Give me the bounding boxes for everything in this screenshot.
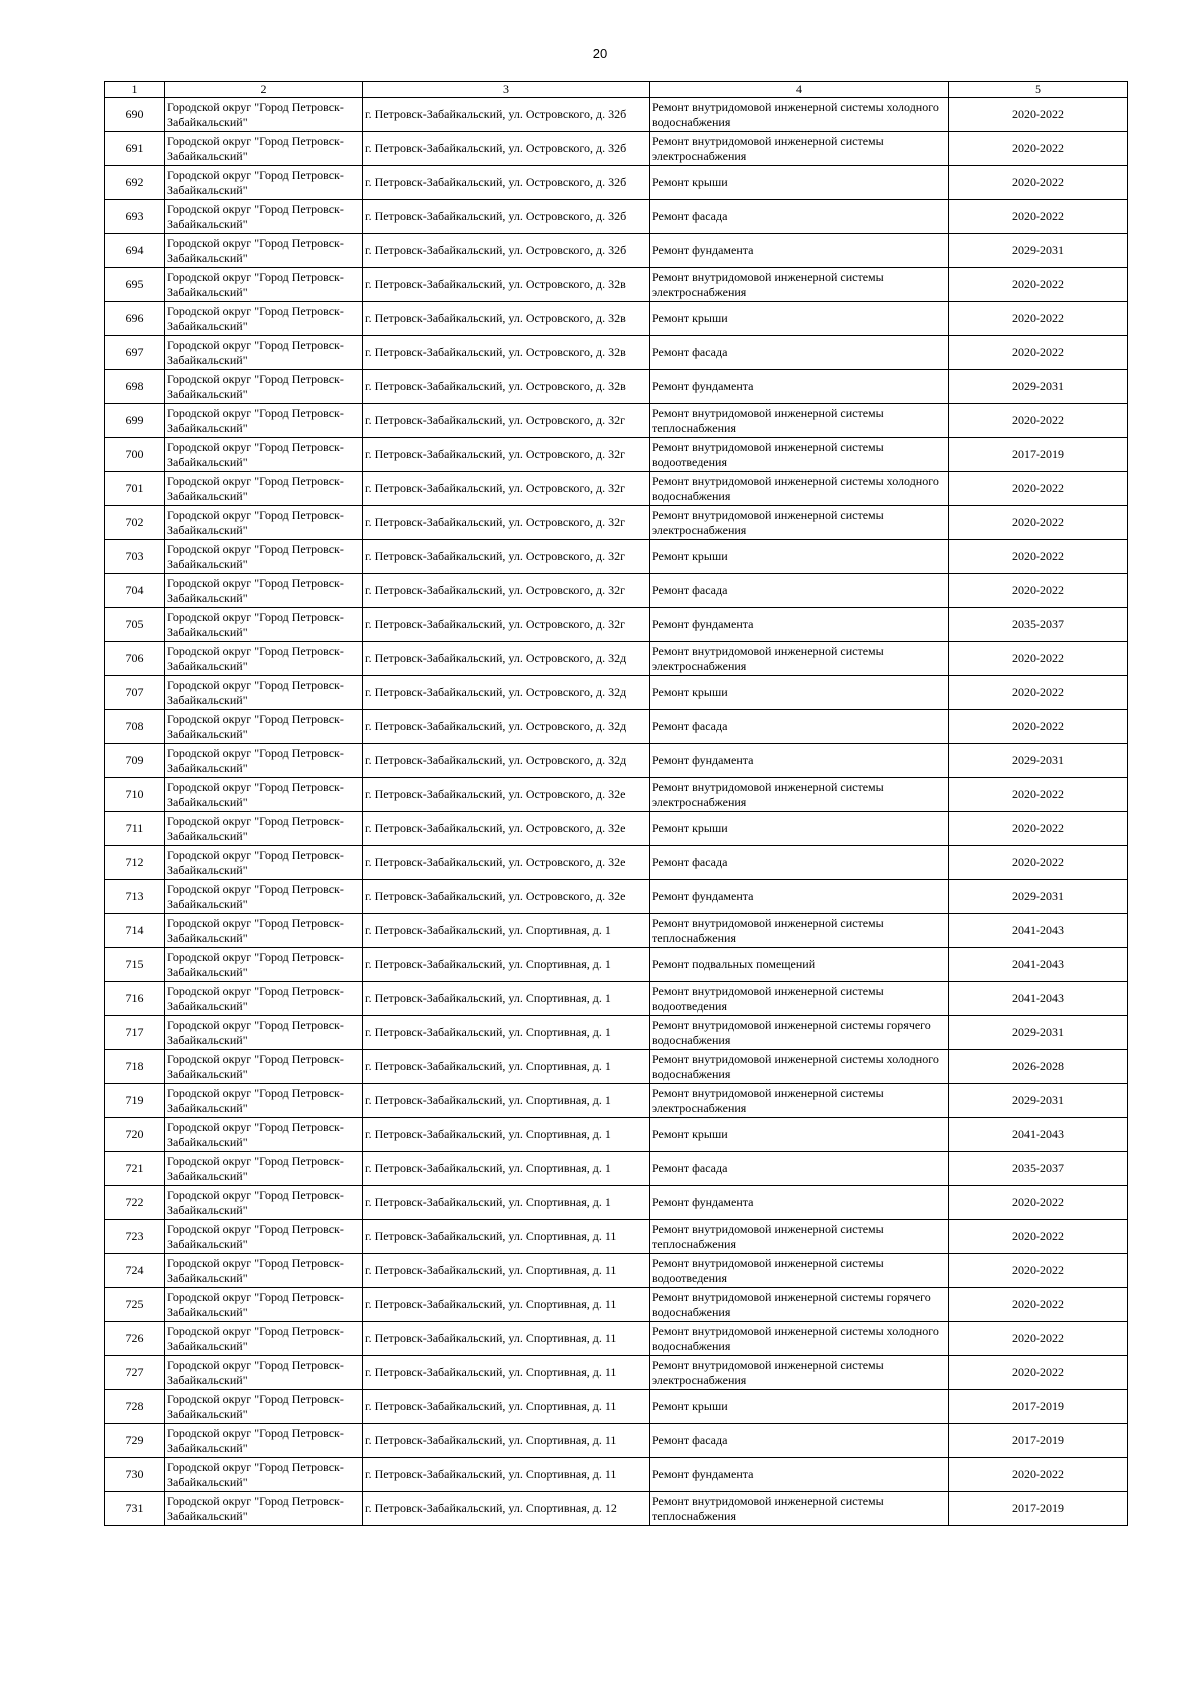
period-cell: 2017-2019 [949, 1390, 1128, 1424]
row-number: 701 [105, 472, 165, 506]
municipality-cell: Городской округ "Город Петровск-Забайкальский" [165, 336, 363, 370]
register-table [104, 81, 1128, 1526]
address-cell: г. Петровск-Забайкальский, ул. Спортивная, д. 11 [363, 1288, 650, 1322]
municipality-cell: Городской округ "Город Петровск-Забайкальский" [165, 472, 363, 506]
period-cell: 2020-2022 [949, 1254, 1128, 1288]
row-number: 723 [105, 1220, 165, 1254]
table-row [105, 880, 1128, 914]
work-type-cell: Ремонт фундамента [650, 744, 949, 778]
period-cell: 2020-2022 [949, 676, 1128, 710]
table-row [105, 642, 1128, 676]
table-row [105, 472, 1128, 506]
table-row [105, 1356, 1128, 1390]
work-type-cell: Ремонт внутридомовой инженерной системы электроснабжения [650, 642, 949, 676]
table-row [105, 200, 1128, 234]
address-cell: г. Петровск-Забайкальский, ул. Островского, д. 32б [363, 132, 650, 166]
work-type-cell: Ремонт внутридомовой инженерной системы теплоснабжения [650, 1220, 949, 1254]
table-row [105, 846, 1128, 880]
work-type-cell: Ремонт внутридомовой инженерной системы холодного водоснабжения [650, 98, 949, 132]
work-type-cell: Ремонт фундамента [650, 234, 949, 268]
work-type-cell: Ремонт внутридомовой инженерной системы электроснабжения [650, 1084, 949, 1118]
row-number: 694 [105, 234, 165, 268]
municipality-cell: Городской округ "Город Петровск-Забайкальский" [165, 710, 363, 744]
work-type-cell: Ремонт фасада [650, 200, 949, 234]
address-cell: г. Петровск-Забайкальский, ул. Спортивная, д. 11 [363, 1390, 650, 1424]
address-cell: г. Петровск-Забайкальский, ул. Островского, д. 32г [363, 608, 650, 642]
work-type-cell: Ремонт внутридомовой инженерной системы водоотведения [650, 1254, 949, 1288]
municipality-cell: Городской округ "Город Петровск-Забайкальский" [165, 914, 363, 948]
work-type-cell: Ремонт внутридомовой инженерной системы холодного водоснабжения [650, 472, 949, 506]
table-row [105, 302, 1128, 336]
table-row [105, 540, 1128, 574]
municipality-cell: Городской округ "Город Петровск-Забайкальский" [165, 608, 363, 642]
work-type-cell: Ремонт внутридомовой инженерной системы холодного водоснабжения [650, 1322, 949, 1356]
period-cell: 2020-2022 [949, 98, 1128, 132]
address-cell: г. Петровск-Забайкальский, ул. Островского, д. 32в [363, 370, 650, 404]
row-number: 730 [105, 1458, 165, 1492]
municipality-cell: Городской округ "Город Петровск-Забайкальский" [165, 166, 363, 200]
row-number: 702 [105, 506, 165, 540]
work-type-cell: Ремонт крыши [650, 302, 949, 336]
work-type-cell: Ремонт фундамента [650, 1186, 949, 1220]
address-cell: г. Петровск-Забайкальский, ул. Спортивная, д. 1 [363, 1016, 650, 1050]
work-type-cell: Ремонт крыши [650, 540, 949, 574]
row-number: 729 [105, 1424, 165, 1458]
row-number: 712 [105, 846, 165, 880]
row-number: 714 [105, 914, 165, 948]
municipality-cell: Городской округ "Город Петровск-Забайкальский" [165, 812, 363, 846]
table-row [105, 1016, 1128, 1050]
municipality-cell: Городской округ "Город Петровск-Забайкальский" [165, 540, 363, 574]
period-cell: 2029-2031 [949, 880, 1128, 914]
municipality-cell: Городской округ "Город Петровск-Забайкальский" [165, 846, 363, 880]
period-cell: 2041-2043 [949, 982, 1128, 1016]
work-type-cell: Ремонт фасада [650, 1424, 949, 1458]
address-cell: г. Петровск-Забайкальский, ул. Островского, д. 32г [363, 506, 650, 540]
address-cell: г. Петровск-Забайкальский, ул. Островского, д. 32в [363, 302, 650, 336]
work-type-cell: Ремонт фундамента [650, 880, 949, 914]
municipality-cell: Городской округ "Город Петровск-Забайкальский" [165, 1458, 363, 1492]
address-cell: г. Петровск-Забайкальский, ул. Островского, д. 32д [363, 642, 650, 676]
period-cell: 2020-2022 [949, 1356, 1128, 1390]
work-type-cell: Ремонт крыши [650, 676, 949, 710]
work-type-cell: Ремонт фундамента [650, 608, 949, 642]
period-cell: 2026-2028 [949, 1050, 1128, 1084]
table-row [105, 914, 1128, 948]
period-cell: 2029-2031 [949, 234, 1128, 268]
period-cell: 2020-2022 [949, 846, 1128, 880]
row-number: 718 [105, 1050, 165, 1084]
period-cell: 2020-2022 [949, 1322, 1128, 1356]
municipality-cell: Городской округ "Город Петровск-Забайкальский" [165, 574, 363, 608]
municipality-cell: Городской округ "Город Петровск-Забайкальский" [165, 1424, 363, 1458]
address-cell: г. Петровск-Забайкальский, ул. Спортивная, д. 11 [363, 1220, 650, 1254]
address-cell: г. Петровск-Забайкальский, ул. Островского, д. 32б [363, 98, 650, 132]
municipality-cell: Городской округ "Город Петровск-Забайкальский" [165, 1322, 363, 1356]
municipality-cell: Городской округ "Город Петровск-Забайкальский" [165, 676, 363, 710]
municipality-cell: Городской округ "Город Петровск-Забайкальский" [165, 982, 363, 1016]
address-cell: г. Петровск-Забайкальский, ул. Островского, д. 32е [363, 812, 650, 846]
municipality-cell: Городской округ "Город Петровск-Забайкальский" [165, 1390, 363, 1424]
row-number: 728 [105, 1390, 165, 1424]
period-cell: 2017-2019 [949, 1492, 1128, 1526]
period-cell: 2020-2022 [949, 710, 1128, 744]
row-number: 699 [105, 404, 165, 438]
period-cell: 2020-2022 [949, 200, 1128, 234]
municipality-cell: Городской округ "Город Петровск-Забайкальский" [165, 370, 363, 404]
municipality-cell: Городской округ "Город Петровск-Забайкальский" [165, 268, 363, 302]
row-number: 691 [105, 132, 165, 166]
address-cell: г. Петровск-Забайкальский, ул. Островского, д. 32д [363, 710, 650, 744]
municipality-cell: Городской округ "Город Петровск-Забайкальский" [165, 132, 363, 166]
table-row [105, 1118, 1128, 1152]
work-type-cell: Ремонт фундамента [650, 1458, 949, 1492]
row-number: 697 [105, 336, 165, 370]
address-cell: г. Петровск-Забайкальский, ул. Островского, д. 32б [363, 200, 650, 234]
table-row [105, 608, 1128, 642]
table-row [105, 676, 1128, 710]
address-cell: г. Петровск-Забайкальский, ул. Спортивная, д. 1 [363, 982, 650, 1016]
period-cell: 2020-2022 [949, 574, 1128, 608]
municipality-cell: Городской округ "Город Петровск-Забайкальский" [165, 778, 363, 812]
period-cell: 2020-2022 [949, 1220, 1128, 1254]
address-cell: г. Петровск-Забайкальский, ул. Островского, д. 32е [363, 778, 650, 812]
municipality-cell: Городской округ "Город Петровск-Забайкальский" [165, 200, 363, 234]
address-cell: г. Петровск-Забайкальский, ул. Спортивная, д. 1 [363, 914, 650, 948]
table-row [105, 1186, 1128, 1220]
row-number: 720 [105, 1118, 165, 1152]
municipality-cell: Городской округ "Город Петровск-Забайкальский" [165, 1084, 363, 1118]
work-type-cell: Ремонт внутридомовой инженерной системы горячего водоснабжения [650, 1016, 949, 1050]
period-cell: 2029-2031 [949, 744, 1128, 778]
municipality-cell: Городской округ "Город Петровск-Забайкальский" [165, 1254, 363, 1288]
period-cell: 2041-2043 [949, 948, 1128, 982]
period-cell: 2020-2022 [949, 1458, 1128, 1492]
row-number: 721 [105, 1152, 165, 1186]
period-cell: 2020-2022 [949, 132, 1128, 166]
table-row [105, 710, 1128, 744]
address-cell: г. Петровск-Забайкальский, ул. Спортивная, д. 1 [363, 1186, 650, 1220]
row-number: 703 [105, 540, 165, 574]
municipality-cell: Городской округ "Город Петровск-Забайкальский" [165, 948, 363, 982]
table-row [105, 812, 1128, 846]
work-type-cell: Ремонт фасада [650, 336, 949, 370]
row-number: 696 [105, 302, 165, 336]
column-header-2: 2 [165, 82, 363, 98]
table-header-row [105, 82, 1128, 98]
municipality-cell: Городской округ "Город Петровск-Забайкальский" [165, 438, 363, 472]
work-type-cell: Ремонт внутридомовой инженерной системы электроснабжения [650, 268, 949, 302]
table-row [105, 1424, 1128, 1458]
table-row [105, 336, 1128, 370]
row-number: 726 [105, 1322, 165, 1356]
address-cell: г. Петровск-Забайкальский, ул. Спортивная, д. 1 [363, 1152, 650, 1186]
table-row [105, 234, 1128, 268]
period-cell: 2020-2022 [949, 1288, 1128, 1322]
period-cell: 2020-2022 [949, 506, 1128, 540]
address-cell: г. Петровск-Забайкальский, ул. Островского, д. 32е [363, 846, 650, 880]
row-number: 711 [105, 812, 165, 846]
table-row [105, 1390, 1128, 1424]
work-type-cell: Ремонт фундамента [650, 370, 949, 404]
table-row [105, 982, 1128, 1016]
work-type-cell: Ремонт фасада [650, 710, 949, 744]
row-number: 698 [105, 370, 165, 404]
table-row [105, 1084, 1128, 1118]
address-cell: г. Петровск-Забайкальский, ул. Островского, д. 32г [363, 574, 650, 608]
row-number: 695 [105, 268, 165, 302]
municipality-cell: Городской округ "Город Петровск-Забайкальский" [165, 404, 363, 438]
work-type-cell: Ремонт подвальных помещений [650, 948, 949, 982]
work-type-cell: Ремонт крыши [650, 1390, 949, 1424]
work-type-cell: Ремонт внутридомовой инженерной системы водоотведения [650, 438, 949, 472]
period-cell: 2020-2022 [949, 812, 1128, 846]
address-cell: г. Петровск-Забайкальский, ул. Спортивная, д. 1 [363, 948, 650, 982]
table-row [105, 778, 1128, 812]
table-row [105, 1322, 1128, 1356]
work-type-cell: Ремонт внутридомовой инженерной системы теплоснабжения [650, 1492, 949, 1526]
address-cell: г. Петровск-Забайкальский, ул. Спортивная, д. 12 [363, 1492, 650, 1526]
address-cell: г. Петровск-Забайкальский, ул. Островского, д. 32д [363, 744, 650, 778]
work-type-cell: Ремонт крыши [650, 166, 949, 200]
table-row [105, 438, 1128, 472]
table-row [105, 166, 1128, 200]
municipality-cell: Городской округ "Город Петровск-Забайкальский" [165, 1492, 363, 1526]
row-number: 731 [105, 1492, 165, 1526]
column-header-3: 3 [363, 82, 650, 98]
row-number: 690 [105, 98, 165, 132]
work-type-cell: Ремонт фасада [650, 574, 949, 608]
period-cell: 2020-2022 [949, 302, 1128, 336]
address-cell: г. Петровск-Забайкальский, ул. Островского, д. 32г [363, 540, 650, 574]
table-row [105, 1220, 1128, 1254]
municipality-cell: Городской округ "Город Петровск-Забайкальский" [165, 1356, 363, 1390]
period-cell: 2020-2022 [949, 1186, 1128, 1220]
table-row [105, 574, 1128, 608]
municipality-cell: Городской округ "Город Петровск-Забайкальский" [165, 234, 363, 268]
column-header-5: 5 [949, 82, 1128, 98]
municipality-cell: Городской округ "Город Петровск-Забайкальский" [165, 1186, 363, 1220]
period-cell: 2020-2022 [949, 778, 1128, 812]
table-row [105, 948, 1128, 982]
table-row [105, 404, 1128, 438]
work-type-cell: Ремонт внутридомовой инженерной системы горячего водоснабжения [650, 1288, 949, 1322]
work-type-cell: Ремонт внутридомовой инженерной системы электроснабжения [650, 778, 949, 812]
table-row [105, 506, 1128, 540]
row-number: 727 [105, 1356, 165, 1390]
table-body [105, 98, 1128, 1526]
table-row [105, 370, 1128, 404]
address-cell: г. Петровск-Забайкальский, ул. Спортивная, д. 11 [363, 1254, 650, 1288]
table-row [105, 744, 1128, 778]
table-row [105, 132, 1128, 166]
row-number: 724 [105, 1254, 165, 1288]
address-cell: г. Петровск-Забайкальский, ул. Островского, д. 32б [363, 234, 650, 268]
table-row [105, 98, 1128, 132]
address-cell: г. Петровск-Забайкальский, ул. Островского, д. 32г [363, 438, 650, 472]
period-cell: 2020-2022 [949, 642, 1128, 676]
row-number: 713 [105, 880, 165, 914]
work-type-cell: Ремонт фасада [650, 846, 949, 880]
table-row [105, 1288, 1128, 1322]
row-number: 725 [105, 1288, 165, 1322]
municipality-cell: Городской округ "Город Петровск-Забайкальский" [165, 1152, 363, 1186]
address-cell: г. Петровск-Забайкальский, ул. Островского, д. 32в [363, 268, 650, 302]
work-type-cell: Ремонт внутридомовой инженерной системы водоотведения [650, 982, 949, 1016]
table-row [105, 1458, 1128, 1492]
period-cell: 2017-2019 [949, 1424, 1128, 1458]
period-cell: 2020-2022 [949, 472, 1128, 506]
address-cell: г. Петровск-Забайкальский, ул. Островского, д. 32г [363, 404, 650, 438]
work-type-cell: Ремонт фасада [650, 1152, 949, 1186]
work-type-cell: Ремонт внутридомовой инженерной системы электроснабжения [650, 1356, 949, 1390]
row-number: 693 [105, 200, 165, 234]
address-cell: г. Петровск-Забайкальский, ул. Спортивная, д. 1 [363, 1050, 650, 1084]
period-cell: 2041-2043 [949, 914, 1128, 948]
table-row [105, 1050, 1128, 1084]
municipality-cell: Городской округ "Город Петровск-Забайкальский" [165, 506, 363, 540]
table-row [105, 1152, 1128, 1186]
column-header-1: 1 [105, 82, 165, 98]
row-number: 707 [105, 676, 165, 710]
row-number: 722 [105, 1186, 165, 1220]
row-number: 704 [105, 574, 165, 608]
row-number: 705 [105, 608, 165, 642]
period-cell: 2029-2031 [949, 1016, 1128, 1050]
municipality-cell: Городской округ "Город Петровск-Забайкальский" [165, 880, 363, 914]
period-cell: 2020-2022 [949, 336, 1128, 370]
period-cell: 2029-2031 [949, 370, 1128, 404]
row-number: 709 [105, 744, 165, 778]
table-row [105, 1254, 1128, 1288]
row-number: 710 [105, 778, 165, 812]
period-cell: 2035-2037 [949, 608, 1128, 642]
work-type-cell: Ремонт внутридомовой инженерной системы теплоснабжения [650, 404, 949, 438]
municipality-cell: Городской округ "Город Петровск-Забайкальский" [165, 302, 363, 336]
row-number: 700 [105, 438, 165, 472]
work-type-cell: Ремонт внутридомовой инженерной системы холодного водоснабжения [650, 1050, 949, 1084]
row-number: 717 [105, 1016, 165, 1050]
municipality-cell: Городской округ "Город Петровск-Забайкальский" [165, 744, 363, 778]
address-cell: г. Петровск-Забайкальский, ул. Спортивная, д. 1 [363, 1084, 650, 1118]
municipality-cell: Городской округ "Город Петровск-Забайкальский" [165, 1220, 363, 1254]
municipality-cell: Городской округ "Город Петровск-Забайкальский" [165, 98, 363, 132]
period-cell: 2029-2031 [949, 1084, 1128, 1118]
address-cell: г. Петровск-Забайкальский, ул. Спортивная, д. 1 [363, 1118, 650, 1152]
period-cell: 2020-2022 [949, 166, 1128, 200]
work-type-cell: Ремонт крыши [650, 1118, 949, 1152]
address-cell: г. Петровск-Забайкальский, ул. Островского, д. 32в [363, 336, 650, 370]
period-cell: 2017-2019 [949, 438, 1128, 472]
table-row [105, 1492, 1128, 1526]
period-cell: 2020-2022 [949, 404, 1128, 438]
page-number: 20 [592, 46, 608, 61]
row-number: 716 [105, 982, 165, 1016]
row-number: 719 [105, 1084, 165, 1118]
address-cell: г. Петровск-Забайкальский, ул. Спортивная, д. 11 [363, 1458, 650, 1492]
row-number: 715 [105, 948, 165, 982]
municipality-cell: Городской округ "Город Петровск-Забайкальский" [165, 1050, 363, 1084]
municipality-cell: Городской округ "Город Петровск-Забайкальский" [165, 1016, 363, 1050]
row-number: 708 [105, 710, 165, 744]
period-cell: 2041-2043 [949, 1118, 1128, 1152]
municipality-cell: Городской округ "Город Петровск-Забайкальский" [165, 642, 363, 676]
address-cell: г. Петровск-Забайкальский, ул. Спортивная, д. 11 [363, 1356, 650, 1390]
address-cell: г. Петровск-Забайкальский, ул. Островского, д. 32б [363, 166, 650, 200]
work-type-cell: Ремонт крыши [650, 812, 949, 846]
municipality-cell: Городской округ "Город Петровск-Забайкальский" [165, 1288, 363, 1322]
address-cell: г. Петровск-Забайкальский, ул. Островского, д. 32г [363, 472, 650, 506]
row-number: 692 [105, 166, 165, 200]
period-cell: 2020-2022 [949, 268, 1128, 302]
work-type-cell: Ремонт внутридомовой инженерной системы электроснабжения [650, 132, 949, 166]
period-cell: 2020-2022 [949, 540, 1128, 574]
address-cell: г. Петровск-Забайкальский, ул. Спортивная, д. 11 [363, 1322, 650, 1356]
period-cell: 2035-2037 [949, 1152, 1128, 1186]
column-header-4: 4 [650, 82, 949, 98]
row-number: 706 [105, 642, 165, 676]
address-cell: г. Петровск-Забайкальский, ул. Островского, д. 32д [363, 676, 650, 710]
address-cell: г. Петровск-Забайкальский, ул. Островского, д. 32е [363, 880, 650, 914]
work-type-cell: Ремонт внутридомовой инженерной системы электроснабжения [650, 506, 949, 540]
work-type-cell: Ремонт внутридомовой инженерной системы теплоснабжения [650, 914, 949, 948]
municipality-cell: Городской округ "Город Петровск-Забайкальский" [165, 1118, 363, 1152]
address-cell: г. Петровск-Забайкальский, ул. Спортивная, д. 11 [363, 1424, 650, 1458]
table-row [105, 268, 1128, 302]
